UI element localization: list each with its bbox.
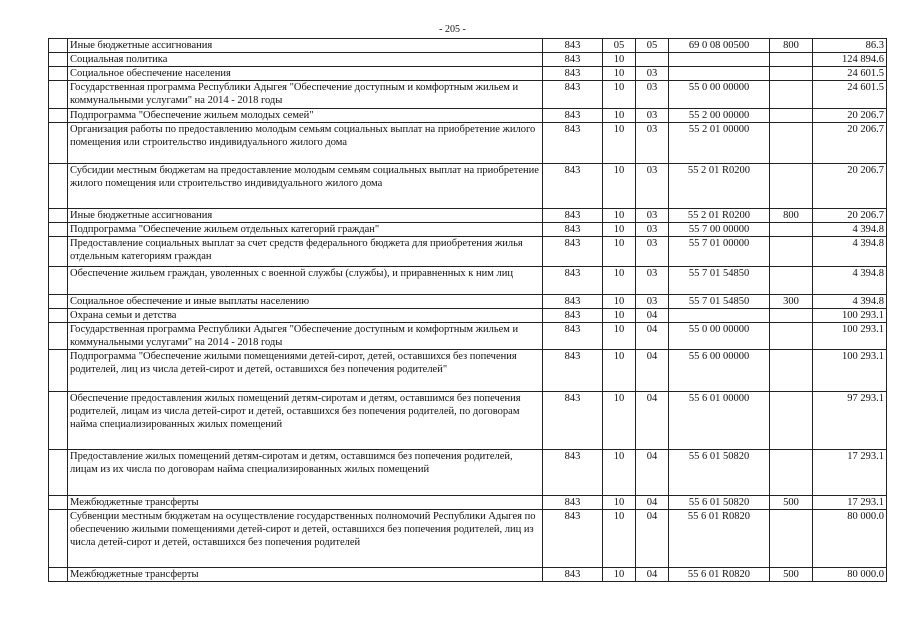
table-row bbox=[49, 123, 887, 164]
ministry-code-cell: 843 bbox=[543, 223, 603, 237]
expense-type-cell bbox=[770, 323, 813, 350]
section-cell: 10 bbox=[603, 123, 636, 164]
table-row bbox=[49, 392, 887, 450]
ministry-code-cell: 843 bbox=[543, 39, 603, 53]
amount-cell: 124 894.6 bbox=[813, 53, 887, 67]
expense-type-cell bbox=[770, 309, 813, 323]
target-article-cell: 55 6 00 00000 bbox=[669, 350, 770, 392]
row-marker-cell bbox=[49, 496, 68, 510]
subsection-cell: 03 bbox=[636, 109, 669, 123]
amount-cell: 4 394.8 bbox=[813, 223, 887, 237]
item-name-cell: Подпрограмма "Обеспечение жильем отдельных категорий граждан" bbox=[68, 223, 543, 237]
table-row bbox=[49, 164, 887, 209]
table-row bbox=[49, 568, 887, 582]
section-cell: 10 bbox=[603, 510, 636, 568]
ministry-code-cell: 843 bbox=[543, 450, 603, 496]
item-name-cell: Субсидии местным бюджетам на предоставление молодым семьям социальных выплат на приобретение жилого помещения или строительство индивидуального жилого дома bbox=[68, 164, 543, 209]
amount-cell: 17 293.1 bbox=[813, 496, 887, 510]
row-marker-cell bbox=[49, 237, 68, 267]
expense-type-cell bbox=[770, 237, 813, 267]
expense-type-cell bbox=[770, 350, 813, 392]
table-row bbox=[49, 350, 887, 392]
row-marker-cell bbox=[49, 39, 68, 53]
table-row bbox=[49, 450, 887, 496]
row-marker-cell bbox=[49, 123, 68, 164]
item-name-cell: Государственная программа Республики Адыгея "Обеспечение доступным и комфортным жильем и коммунальными услугами" на 2014 - 2018 годы bbox=[68, 323, 543, 350]
table-row bbox=[49, 209, 887, 223]
subsection-cell: 04 bbox=[636, 323, 669, 350]
amount-cell: 100 293.1 bbox=[813, 309, 887, 323]
expense-type-cell bbox=[770, 123, 813, 164]
subsection-cell: 03 bbox=[636, 295, 669, 309]
expense-type-cell bbox=[770, 223, 813, 237]
subsection-cell: 04 bbox=[636, 392, 669, 450]
target-article-cell: 55 6 01 00000 bbox=[669, 392, 770, 450]
target-article-cell: 55 7 01 54850 bbox=[669, 295, 770, 309]
target-article-cell: 55 7 01 54850 bbox=[669, 267, 770, 295]
table-row bbox=[49, 223, 887, 237]
item-name-cell: Предоставление социальных выплат за счет средств федерального бюджета для приобретения жилья отдельным категориям граждан bbox=[68, 237, 543, 267]
expense-type-cell bbox=[770, 109, 813, 123]
row-marker-cell bbox=[49, 209, 68, 223]
item-name-cell: Обеспечение предоставления жилых помещений детям-сиротам и детям, оставшимся без попечения родителей, лицам из числа детей-сирот и детей, оставшихся без попечения родителей, по договорам найма специализированных жилых помещений bbox=[68, 392, 543, 450]
table-row bbox=[49, 39, 887, 53]
table-row bbox=[49, 109, 887, 123]
expense-type-cell bbox=[770, 392, 813, 450]
ministry-code-cell: 843 bbox=[543, 237, 603, 267]
expense-type-cell bbox=[770, 450, 813, 496]
section-cell: 10 bbox=[603, 350, 636, 392]
item-name-cell: Иные бюджетные ассигнования bbox=[68, 39, 543, 53]
target-article-cell: 55 6 01 50820 bbox=[669, 450, 770, 496]
section-cell: 10 bbox=[603, 392, 636, 450]
table-row bbox=[49, 267, 887, 295]
amount-cell: 100 293.1 bbox=[813, 323, 887, 350]
row-marker-cell bbox=[49, 223, 68, 237]
expense-type-cell bbox=[770, 53, 813, 67]
ministry-code-cell: 843 bbox=[543, 510, 603, 568]
target-article-cell: 55 0 00 00000 bbox=[669, 323, 770, 350]
subsection-cell: 03 bbox=[636, 67, 669, 81]
subsection-cell: 05 bbox=[636, 39, 669, 53]
row-marker-cell bbox=[49, 67, 68, 81]
row-marker-cell bbox=[49, 109, 68, 123]
target-article-cell: 55 2 01 R0200 bbox=[669, 164, 770, 209]
table-row bbox=[49, 67, 887, 81]
row-marker-cell bbox=[49, 510, 68, 568]
expense-type-cell bbox=[770, 267, 813, 295]
expense-type-cell: 500 bbox=[770, 496, 813, 510]
table-row bbox=[49, 295, 887, 309]
table-row bbox=[49, 510, 887, 568]
section-cell: 10 bbox=[603, 223, 636, 237]
item-name-cell: Межбюджетные трансферты bbox=[68, 496, 543, 510]
item-name-cell: Социальное обеспечение и иные выплаты населению bbox=[68, 295, 543, 309]
target-article-cell: 55 6 01 R0820 bbox=[669, 568, 770, 582]
subsection-cell: 03 bbox=[636, 237, 669, 267]
expense-type-cell bbox=[770, 164, 813, 209]
item-name-cell: Предоставление жилых помещений детям-сиротам и детям, оставшимся без попечения родителей, лицам из их числа по договорам найма специализированных жилых помещений bbox=[68, 450, 543, 496]
subsection-cell: 04 bbox=[636, 450, 669, 496]
ministry-code-cell: 843 bbox=[543, 350, 603, 392]
ministry-code-cell: 843 bbox=[543, 568, 603, 582]
amount-cell: 17 293.1 bbox=[813, 450, 887, 496]
section-cell: 10 bbox=[603, 450, 636, 496]
section-cell: 10 bbox=[603, 267, 636, 295]
budget-table bbox=[48, 38, 887, 582]
subsection-cell: 04 bbox=[636, 510, 669, 568]
section-cell: 10 bbox=[603, 295, 636, 309]
table-row bbox=[49, 81, 887, 109]
target-article-cell bbox=[669, 309, 770, 323]
table-row bbox=[49, 309, 887, 323]
item-name-cell: Социальная политика bbox=[68, 53, 543, 67]
section-cell: 10 bbox=[603, 237, 636, 267]
row-marker-cell bbox=[49, 267, 68, 295]
target-article-cell: 55 2 01 R0200 bbox=[669, 209, 770, 223]
target-article-cell: 55 2 01 00000 bbox=[669, 123, 770, 164]
row-marker-cell bbox=[49, 392, 68, 450]
subsection-cell: 03 bbox=[636, 81, 669, 109]
target-article-cell: 55 6 01 50820 bbox=[669, 496, 770, 510]
subsection-cell: 03 bbox=[636, 123, 669, 164]
table-row bbox=[49, 496, 887, 510]
target-article-cell: 55 0 00 00000 bbox=[669, 81, 770, 109]
subsection-cell: 04 bbox=[636, 568, 669, 582]
row-marker-cell bbox=[49, 81, 68, 109]
section-cell: 10 bbox=[603, 309, 636, 323]
expense-type-cell: 800 bbox=[770, 39, 813, 53]
subsection-cell: 03 bbox=[636, 267, 669, 295]
ministry-code-cell: 843 bbox=[543, 392, 603, 450]
item-name-cell: Подпрограмма "Обеспечение жильем молодых семей" bbox=[68, 109, 543, 123]
amount-cell: 4 394.8 bbox=[813, 267, 887, 295]
section-cell: 05 bbox=[603, 39, 636, 53]
item-name-cell: Субвенции местным бюджетам на осуществление государственных полномочий Республики Адыгея по обеспечению жилыми помещениями детей-сирот и детей, оставшихся без попечения родителей, лиц из числа детей-сирот и детей, оставшихся без попечения родителей bbox=[68, 510, 543, 568]
budget-table-body bbox=[49, 39, 887, 582]
expense-type-cell bbox=[770, 510, 813, 568]
subsection-cell bbox=[636, 53, 669, 67]
table-row bbox=[49, 323, 887, 350]
target-article-cell: 55 7 01 00000 bbox=[669, 237, 770, 267]
section-cell: 10 bbox=[603, 67, 636, 81]
amount-cell: 97 293.1 bbox=[813, 392, 887, 450]
row-marker-cell bbox=[49, 309, 68, 323]
item-name-cell: Иные бюджетные ассигнования bbox=[68, 209, 543, 223]
ministry-code-cell: 843 bbox=[543, 496, 603, 510]
page-number: - 205 - bbox=[439, 24, 466, 35]
expense-type-cell bbox=[770, 67, 813, 81]
ministry-code-cell: 843 bbox=[543, 123, 603, 164]
ministry-code-cell: 843 bbox=[543, 209, 603, 223]
item-name-cell: Межбюджетные трансферты bbox=[68, 568, 543, 582]
item-name-cell: Социальное обеспечение населения bbox=[68, 67, 543, 81]
ministry-code-cell: 843 bbox=[543, 295, 603, 309]
subsection-cell: 03 bbox=[636, 209, 669, 223]
ministry-code-cell: 843 bbox=[543, 164, 603, 209]
target-article-cell: 55 7 00 00000 bbox=[669, 223, 770, 237]
ministry-code-cell: 843 bbox=[543, 267, 603, 295]
subsection-cell: 04 bbox=[636, 309, 669, 323]
subsection-cell: 04 bbox=[636, 496, 669, 510]
amount-cell: 80 000.0 bbox=[813, 510, 887, 568]
section-cell: 10 bbox=[603, 496, 636, 510]
target-article-cell: 69 0 08 00500 bbox=[669, 39, 770, 53]
expense-type-cell: 300 bbox=[770, 295, 813, 309]
amount-cell: 86.3 bbox=[813, 39, 887, 53]
target-article-cell: 55 6 01 R0820 bbox=[669, 510, 770, 568]
row-marker-cell bbox=[49, 164, 68, 209]
section-cell: 10 bbox=[603, 568, 636, 582]
section-cell: 10 bbox=[603, 109, 636, 123]
item-name-cell: Обеспечение жильем граждан, уволенных с военной службы (службы), и приравненных к ним лиц bbox=[68, 267, 543, 295]
row-marker-cell bbox=[49, 295, 68, 309]
item-name-cell: Государственная программа Республики Адыгея "Обеспечение доступным и комфортным жильем и коммунальными услугами" на 2014 - 2018 годы bbox=[68, 81, 543, 109]
item-name-cell: Организация работы по предоставлению молодым семьям социальных выплат на приобретение жилого помещения или строительство индивидуального жилого дома bbox=[68, 123, 543, 164]
ministry-code-cell: 843 bbox=[543, 53, 603, 67]
amount-cell: 80 000.0 bbox=[813, 568, 887, 582]
subsection-cell: 03 bbox=[636, 223, 669, 237]
table-row bbox=[49, 237, 887, 267]
amount-cell: 24 601.5 bbox=[813, 67, 887, 81]
item-name-cell: Охрана семьи и детства bbox=[68, 309, 543, 323]
ministry-code-cell: 843 bbox=[543, 323, 603, 350]
expense-type-cell bbox=[770, 81, 813, 109]
amount-cell: 4 394.8 bbox=[813, 295, 887, 309]
ministry-code-cell: 843 bbox=[543, 67, 603, 81]
amount-cell: 20 206.7 bbox=[813, 164, 887, 209]
target-article-cell: 55 2 00 00000 bbox=[669, 109, 770, 123]
section-cell: 10 bbox=[603, 209, 636, 223]
row-marker-cell bbox=[49, 350, 68, 392]
amount-cell: 4 394.8 bbox=[813, 237, 887, 267]
amount-cell: 100 293.1 bbox=[813, 350, 887, 392]
subsection-cell: 03 bbox=[636, 164, 669, 209]
row-marker-cell bbox=[49, 323, 68, 350]
amount-cell: 20 206.7 bbox=[813, 109, 887, 123]
section-cell: 10 bbox=[603, 81, 636, 109]
ministry-code-cell: 843 bbox=[543, 309, 603, 323]
row-marker-cell bbox=[49, 450, 68, 496]
section-cell: 10 bbox=[603, 164, 636, 209]
target-article-cell bbox=[669, 67, 770, 81]
table-row bbox=[49, 53, 887, 67]
row-marker-cell bbox=[49, 568, 68, 582]
row-marker-cell bbox=[49, 53, 68, 67]
section-cell: 10 bbox=[603, 53, 636, 67]
expense-type-cell: 800 bbox=[770, 209, 813, 223]
subsection-cell: 04 bbox=[636, 350, 669, 392]
target-article-cell bbox=[669, 53, 770, 67]
expense-type-cell: 500 bbox=[770, 568, 813, 582]
ministry-code-cell: 843 bbox=[543, 109, 603, 123]
ministry-code-cell: 843 bbox=[543, 81, 603, 109]
item-name-cell: Подпрограмма "Обеспечение жилыми помещениями детей-сирот, детей, оставшихся без попечения родителей, лиц из числа детей-сирот и детей, оставшихся без попечения родителей" bbox=[68, 350, 543, 392]
amount-cell: 20 206.7 bbox=[813, 209, 887, 223]
section-cell: 10 bbox=[603, 323, 636, 350]
amount-cell: 24 601.5 bbox=[813, 81, 887, 109]
amount-cell: 20 206.7 bbox=[813, 123, 887, 164]
